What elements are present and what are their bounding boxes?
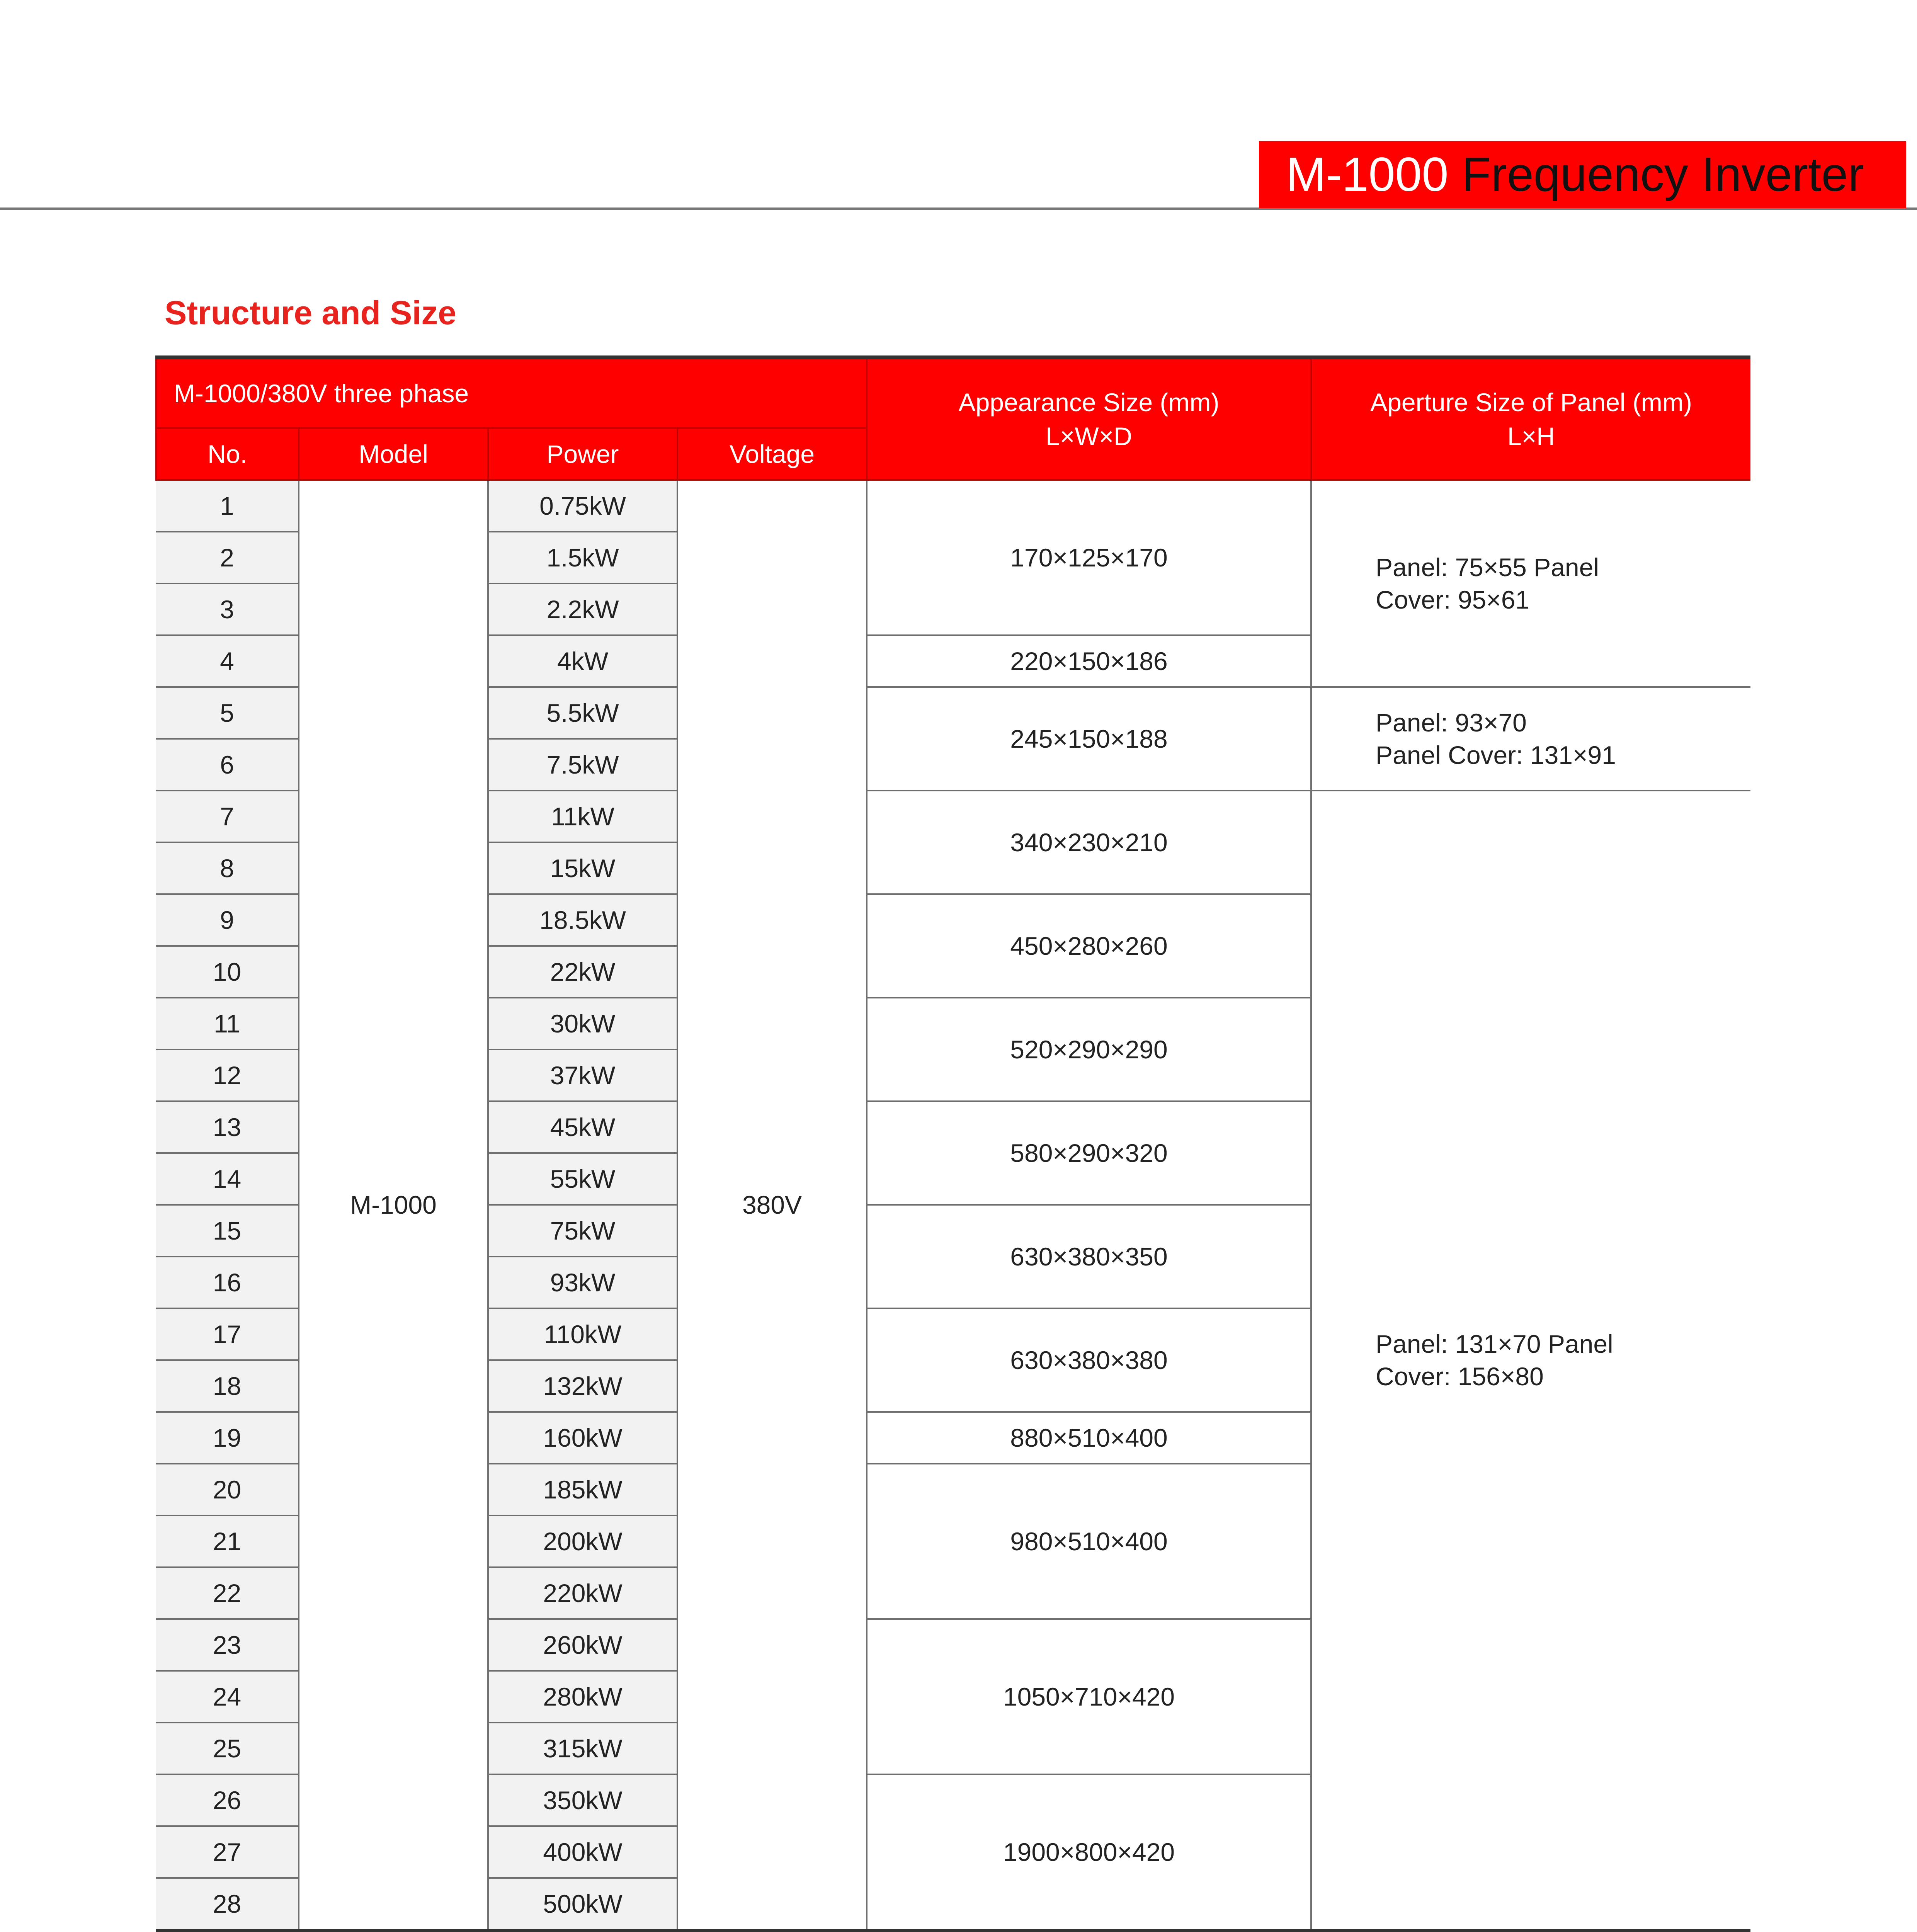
model-cell: M-1000 [299, 480, 488, 1930]
appearance-size-cell: 245×150×188 [867, 687, 1311, 791]
row-no: 24 [156, 1671, 299, 1723]
col-header-appearance: Appearance Size (mm) L×W×D [867, 357, 1311, 480]
spec-table-380v [155, 355, 1750, 1932]
row-no: 10 [156, 946, 299, 998]
row-no: 25 [156, 1723, 299, 1774]
row-no: 9 [156, 894, 299, 946]
row-no: 16 [156, 1257, 299, 1308]
row-no: 6 [156, 739, 299, 791]
power-cell: 45kW [488, 1101, 677, 1153]
row-no: 21 [156, 1515, 299, 1567]
row-no: 28 [156, 1878, 299, 1930]
power-cell: 2.2kW [488, 583, 677, 635]
row-no: 18 [156, 1360, 299, 1412]
power-cell: 11kW [488, 791, 677, 842]
col-header-voltage: Voltage [677, 428, 867, 480]
power-cell: 110kW [488, 1308, 677, 1360]
power-cell: 220kW [488, 1567, 677, 1619]
row-no: 2 [156, 532, 299, 583]
col-header-model: Model [299, 428, 488, 480]
power-cell: 185kW [488, 1464, 677, 1515]
row-no: 11 [156, 998, 299, 1049]
row-no: 14 [156, 1153, 299, 1205]
row-no: 27 [156, 1826, 299, 1878]
row-no: 12 [156, 1049, 299, 1101]
aperture-cell: Panel: 75×55 Panel Cover: 95×61 [1311, 480, 1750, 687]
power-cell: 350kW [488, 1774, 677, 1826]
appearance-size-cell: 630×380×350 [867, 1205, 1311, 1308]
power-cell: 315kW [488, 1723, 677, 1774]
row-no: 23 [156, 1619, 299, 1671]
row-no: 20 [156, 1464, 299, 1515]
row-no: 4 [156, 635, 299, 687]
row-no: 13 [156, 1101, 299, 1153]
row-no: 15 [156, 1205, 299, 1257]
power-cell: 1.5kW [488, 532, 677, 583]
section-title: Structure and Size [165, 294, 457, 332]
appearance-size-cell: 1050×710×420 [867, 1619, 1311, 1774]
power-cell: 75kW [488, 1205, 677, 1257]
power-cell: 18.5kW [488, 894, 677, 946]
power-cell: 22kW [488, 946, 677, 998]
row-no: 5 [156, 687, 299, 739]
row-no: 8 [156, 842, 299, 894]
power-cell: 55kW [488, 1153, 677, 1205]
power-cell: 400kW [488, 1826, 677, 1878]
power-cell: 5.5kW [488, 687, 677, 739]
power-cell: 200kW [488, 1515, 677, 1567]
power-cell: 30kW [488, 998, 677, 1049]
aperture-cell: Panel: 131×70 Panel Cover: 156×80 [1311, 791, 1750, 1930]
power-cell: 500kW [488, 1878, 677, 1930]
col-header-power: Power [488, 428, 677, 480]
col-header-no: No. [156, 428, 299, 480]
appearance-size-cell: 340×230×210 [867, 791, 1311, 894]
power-cell: 4kW [488, 635, 677, 687]
appearance-size-cell: 880×510×400 [867, 1412, 1311, 1464]
power-cell: 0.75kW [488, 480, 677, 532]
table-row [156, 480, 1750, 532]
appearance-size-cell: 630×380×380 [867, 1308, 1311, 1412]
power-cell: 93kW [488, 1257, 677, 1308]
appearance-size-cell: 220×150×186 [867, 635, 1311, 687]
header-title-box [1259, 141, 1906, 208]
power-cell: 15kW [488, 842, 677, 894]
row-no: 17 [156, 1308, 299, 1360]
row-no: 1 [156, 480, 299, 532]
voltage-cell: 380V [677, 480, 867, 1930]
header-model: M-1000 [1286, 148, 1449, 201]
power-cell: 260kW [488, 1619, 677, 1671]
aperture-cell: Panel: 93×70 Panel Cover: 131×91 [1311, 687, 1750, 791]
appearance-size-cell: 1900×800×420 [867, 1774, 1311, 1930]
power-cell: 280kW [488, 1671, 677, 1723]
power-cell: 132kW [488, 1360, 677, 1412]
table-group-label: M-1000/380V three phase [156, 357, 867, 428]
col-header-aperture: Aperture Size of Panel (mm) L×H [1311, 357, 1750, 480]
header-product: Frequency Inverter [1461, 148, 1864, 201]
power-cell: 7.5kW [488, 739, 677, 791]
row-no: 3 [156, 583, 299, 635]
appearance-size-cell: 580×290×320 [867, 1101, 1311, 1205]
row-no: 7 [156, 791, 299, 842]
row-no: 22 [156, 1567, 299, 1619]
row-no: 26 [156, 1774, 299, 1826]
row-no: 19 [156, 1412, 299, 1464]
power-cell: 37kW [488, 1049, 677, 1101]
appearance-size-cell: 450×280×260 [867, 894, 1311, 998]
appearance-size-cell: 980×510×400 [867, 1464, 1311, 1619]
power-cell: 160kW [488, 1412, 677, 1464]
appearance-size-cell: 170×125×170 [867, 480, 1311, 635]
appearance-size-cell: 520×290×290 [867, 998, 1311, 1101]
